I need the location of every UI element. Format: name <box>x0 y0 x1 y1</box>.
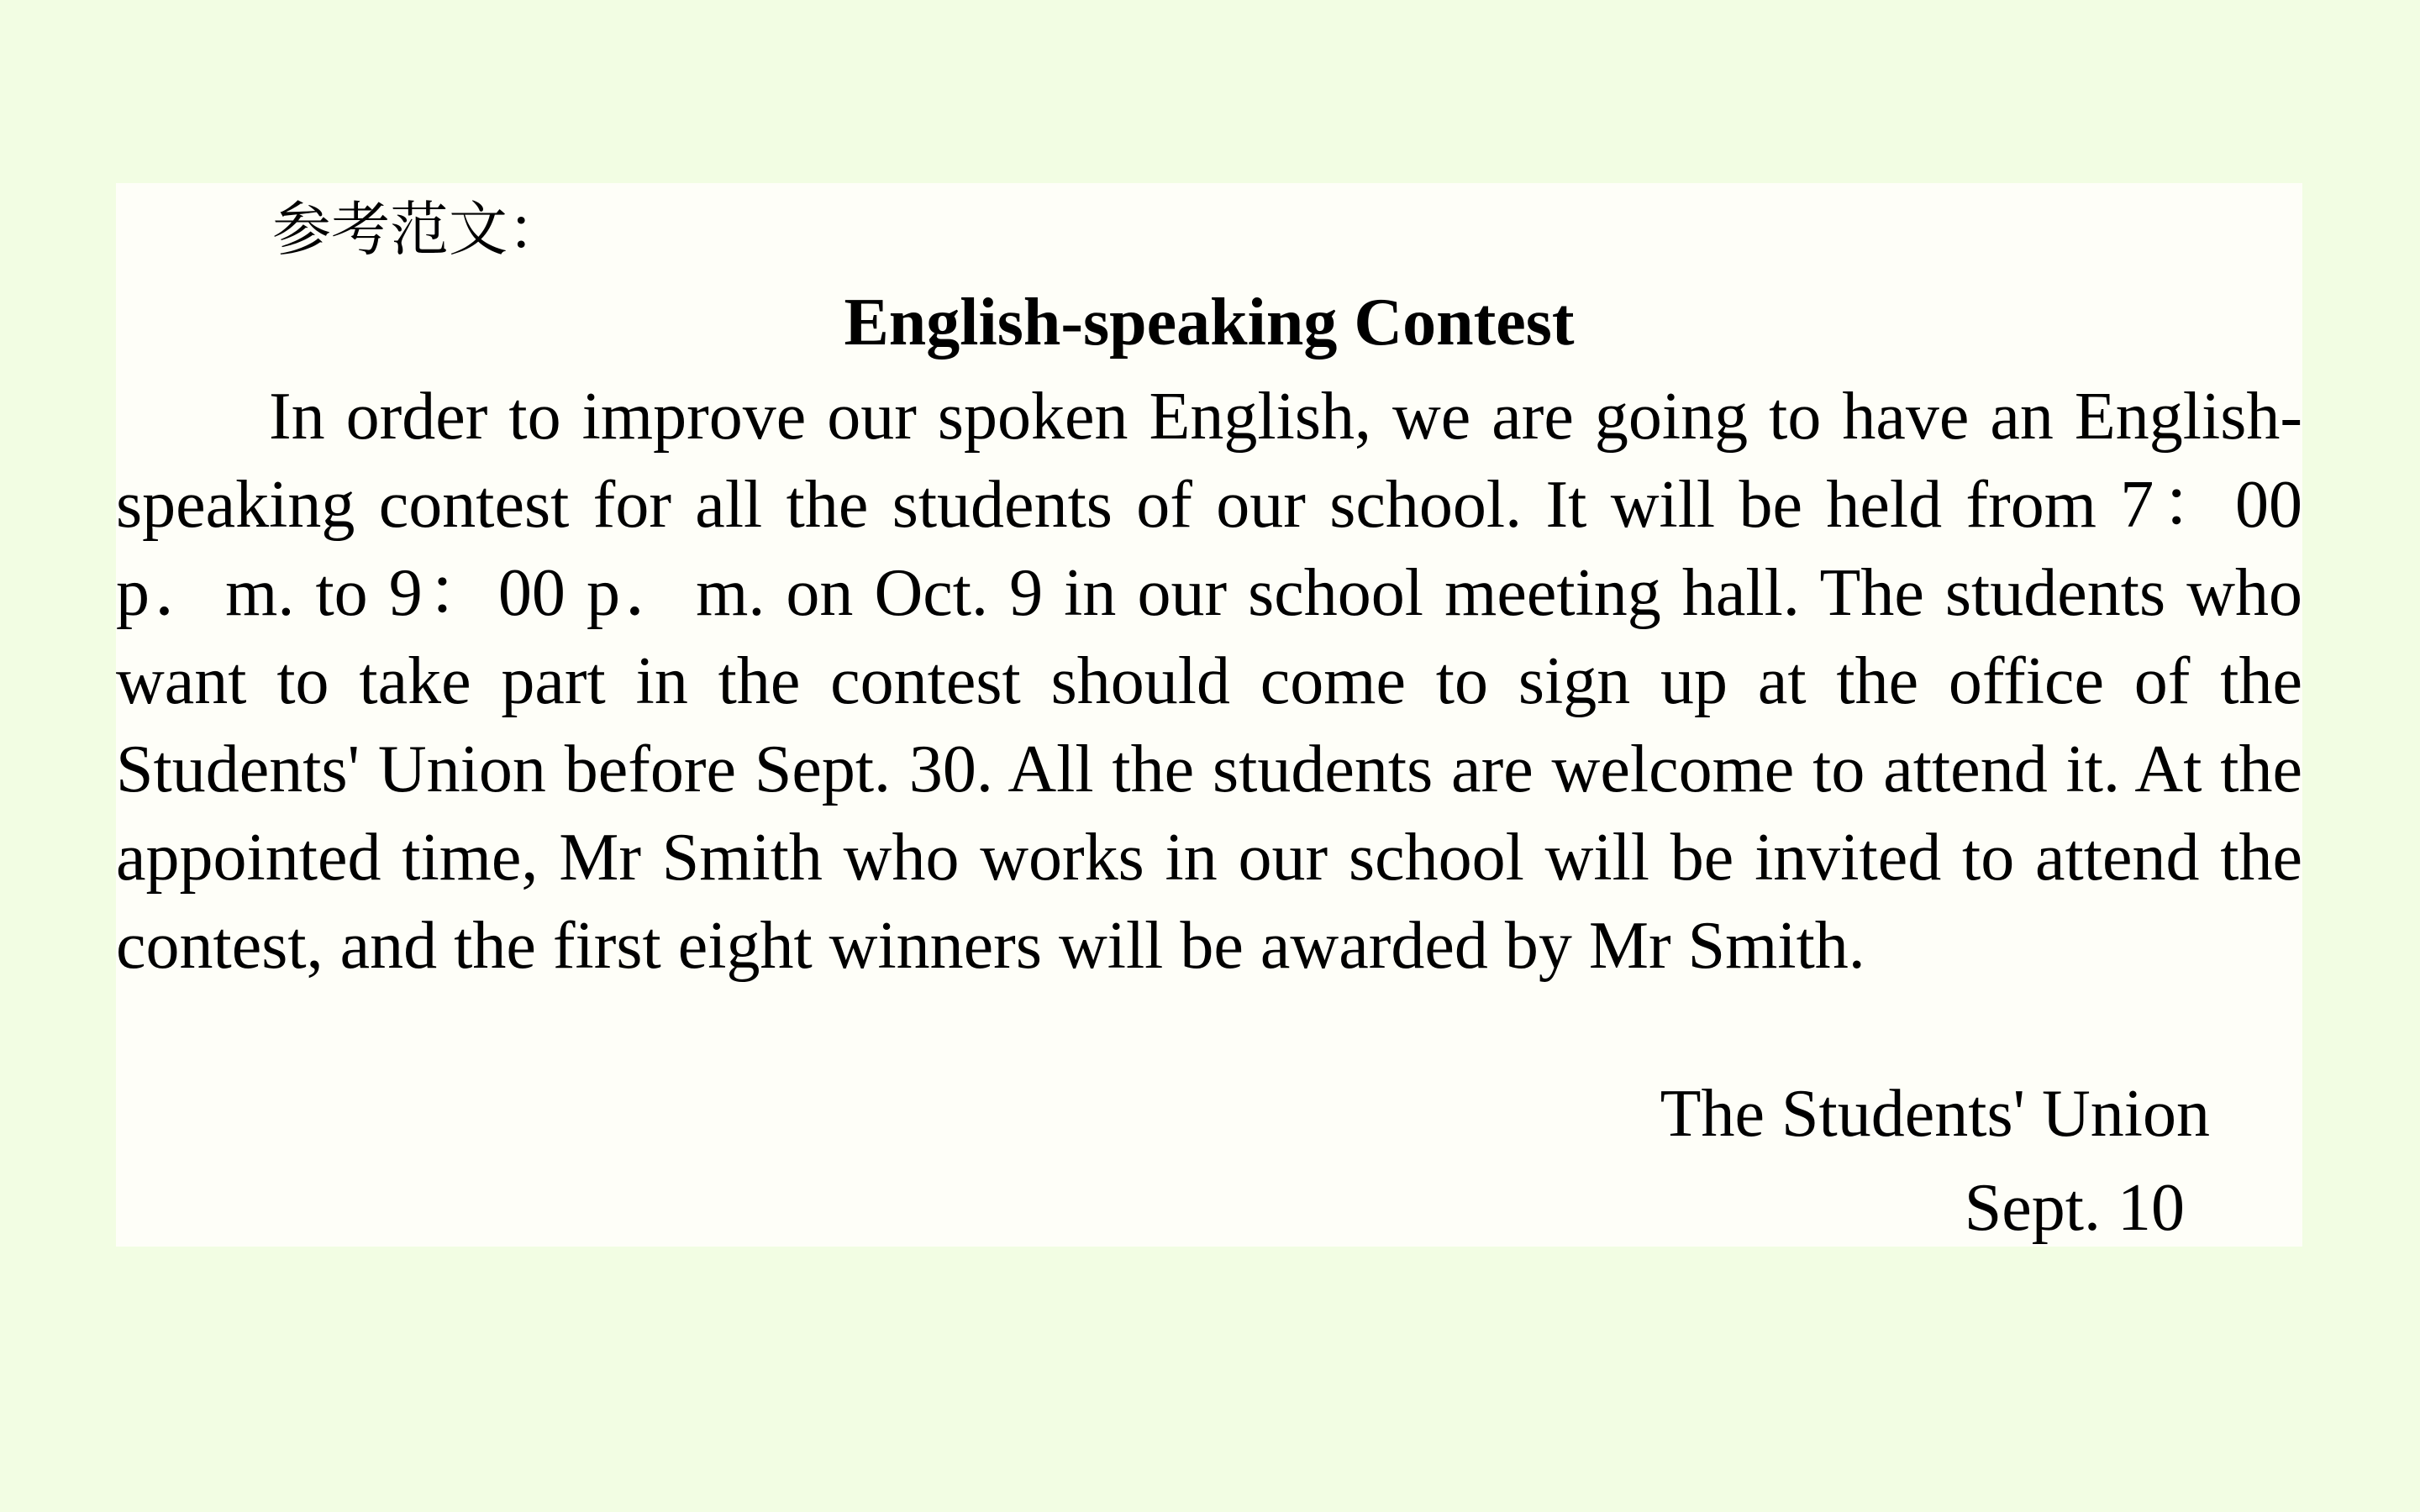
essay-body: In order to improve our spoken English, we are going to have an English-speaking contest for all the students of our school. It will be held from 7：00 p．m. to 9：00 p．m. on Oct. 9 in our school meeting hall. The students who want to take part in the contest should come to sign up at the office of the Students' Union before Sept. 30. All the students are welcome to attend it. At the appointed time, Mr Smith who works in our school will be invited to attend the contest, and the first eight winners will be awarded by Mr Smith. <box>116 380 2302 983</box>
sample-essay-label: 参考范文： <box>272 195 566 264</box>
signature-organization: The Students' Union <box>1660 1077 2210 1151</box>
sample-essay-card <box>116 183 2302 1247</box>
essay-title: English-speaking Contest <box>844 286 1575 360</box>
signature-date: Sept. 10 <box>1964 1171 2185 1245</box>
